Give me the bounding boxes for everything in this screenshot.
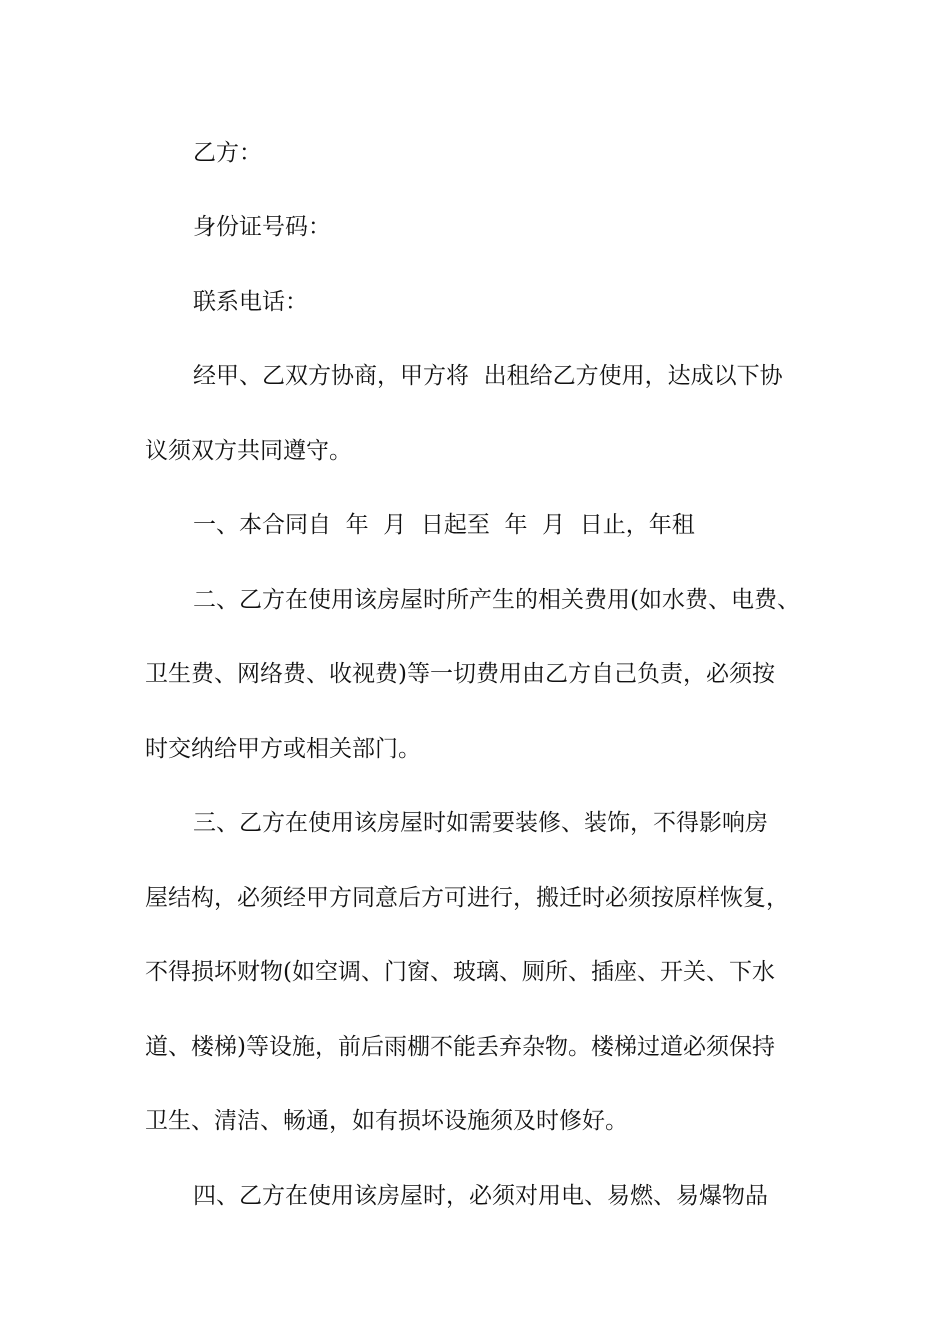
clause-1-line: 一、本合同自 年 月 日起至 年 月 日止，年租 <box>193 512 695 538</box>
clause-2-line: 时交纳给甲方或相关部门。 <box>145 736 421 762</box>
clause-3-line: 三、乙方在使用该房屋时如需要装修、装饰，不得影响房 <box>193 810 768 836</box>
paragraph-line: 议须双方共同遵守。 <box>145 438 352 464</box>
clause-4-line: 四、乙方在使用该房屋时，必须对用电、易燃、易爆物品 <box>193 1183 768 1209</box>
clause-3-line: 屋结构，必须经甲方同意后方可进行，搬迁时必须按原样恢复， <box>145 885 789 911</box>
phone-line: 联系电话： <box>193 289 308 315</box>
clause-3-line: 卫生、清洁、畅通，如有损坏设施须及时修好。 <box>145 1108 628 1134</box>
paragraph-line: 经甲、乙双方协商，甲方将 出租给乙方使用，达成以下协 <box>193 363 783 389</box>
id-number-line: 身份证号码： <box>193 214 331 240</box>
clause-2-line: 卫生费、网络费、收视费)等一切费用由乙方自己负责，必须按 <box>145 661 775 687</box>
clause-3-line: 不得损坏财物(如空调、门窗、玻璃、厕所、插座、开关、下水 <box>145 959 775 985</box>
clause-2-line: 二、乙方在使用该房屋时所产生的相关费用(如水费、电费、 <box>193 587 800 613</box>
clause-3-line: 道、楼梯)等设施，前后雨棚不能丢弃杂物。楼梯过道必须保持 <box>145 1034 775 1060</box>
party-b-line: 乙方： <box>193 140 262 166</box>
